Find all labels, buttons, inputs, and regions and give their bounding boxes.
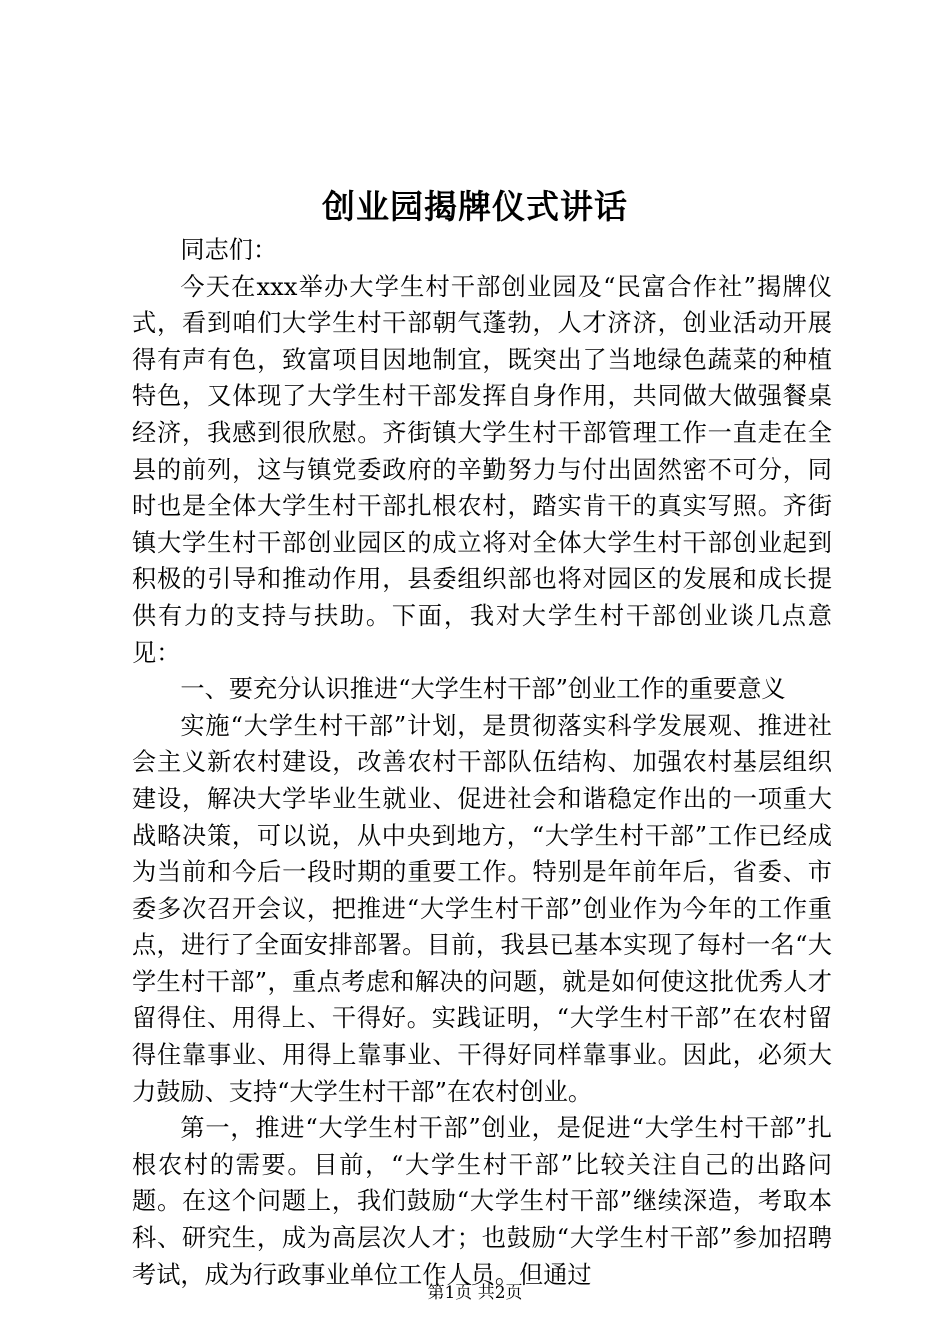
document-title: 创业园揭牌仪式讲话 xyxy=(322,187,628,226)
page-footer: 第1页 共2页 xyxy=(427,1283,523,1303)
intro-paragraph: 今天在xxx举办大学生村干部创业园及“民富合作社”揭牌仪式，看到咱们大学生村干部朝气蓬勃，人才济济，创业活动开展得有声有色，致富项目因地制宜，既突出了当地绿色蔬菜的种植特色，又体现了大学生村干部发挥自身作用，共同做大做强餐桌经济，我感到很欣慰。齐街镇大学生村干部管理工作一直走在全县的前列，这与镇党委政府的辛勤努力与付出固然密不可分，同时也是全体大学生村干部扎根农村，踏实肯干的真实写照。齐街镇大学生村干部创业园区的成立将对全体大学生村干部创业起到积极的引导和推动作用，县委组织部也将对园区的发展和成长提供有力的支持与扶助。下面，我对大学生村干部创业谈几点意见： xyxy=(132,272,832,667)
document-body xyxy=(132,232,832,1293)
body-paragraph: 实施“大学生村干部”计划，是贯彻落实科学发展观、推进社会主义新农村建设，改善农村干部队伍结构、加强农村基层组织建设，解决大学毕业生就业、促进社会和谐稳定作出的一项重大战略决策，可以说，从中央到地方，“大学生村干部”工作已经成为当前和今后一段时期的重要工作。特别是年前年后，省委、市委多次召开会议，把推进“大学生村干部”创业作为今年的工作重点，进行了全面安排部署。目前，我县已基本实现了每村一名“大学生村干部”，重点考虑和解决的问题，就是如何使这批优秀人才留得住、用得上、干得好。实践证明，“大学生村干部”在农村留得住靠事业、用得上靠事业、干得好同样靠事业。因此，必须大力鼓励、支持“大学生村干部”在农村创业。 xyxy=(132,711,832,1106)
section-heading: 一、要充分认识推进“大学生村干部”创业工作的重要意义 xyxy=(180,675,786,704)
salutation-paragraph: 同志们： xyxy=(180,236,278,264)
body-paragraph: 第一，推进“大学生村干部”创业，是促进“大学生村干部”扎根农村的需要。目前，“大学生村干部”比较关注自己的出路问题。在这个问题上，我们鼓励“大学生村干部”继续深造，考取本科、研究生，成为高层次人才；也鼓励“大学生村干部”参加招聘考试，成为行政事业单位工作人员。但通过 xyxy=(132,1114,832,1289)
